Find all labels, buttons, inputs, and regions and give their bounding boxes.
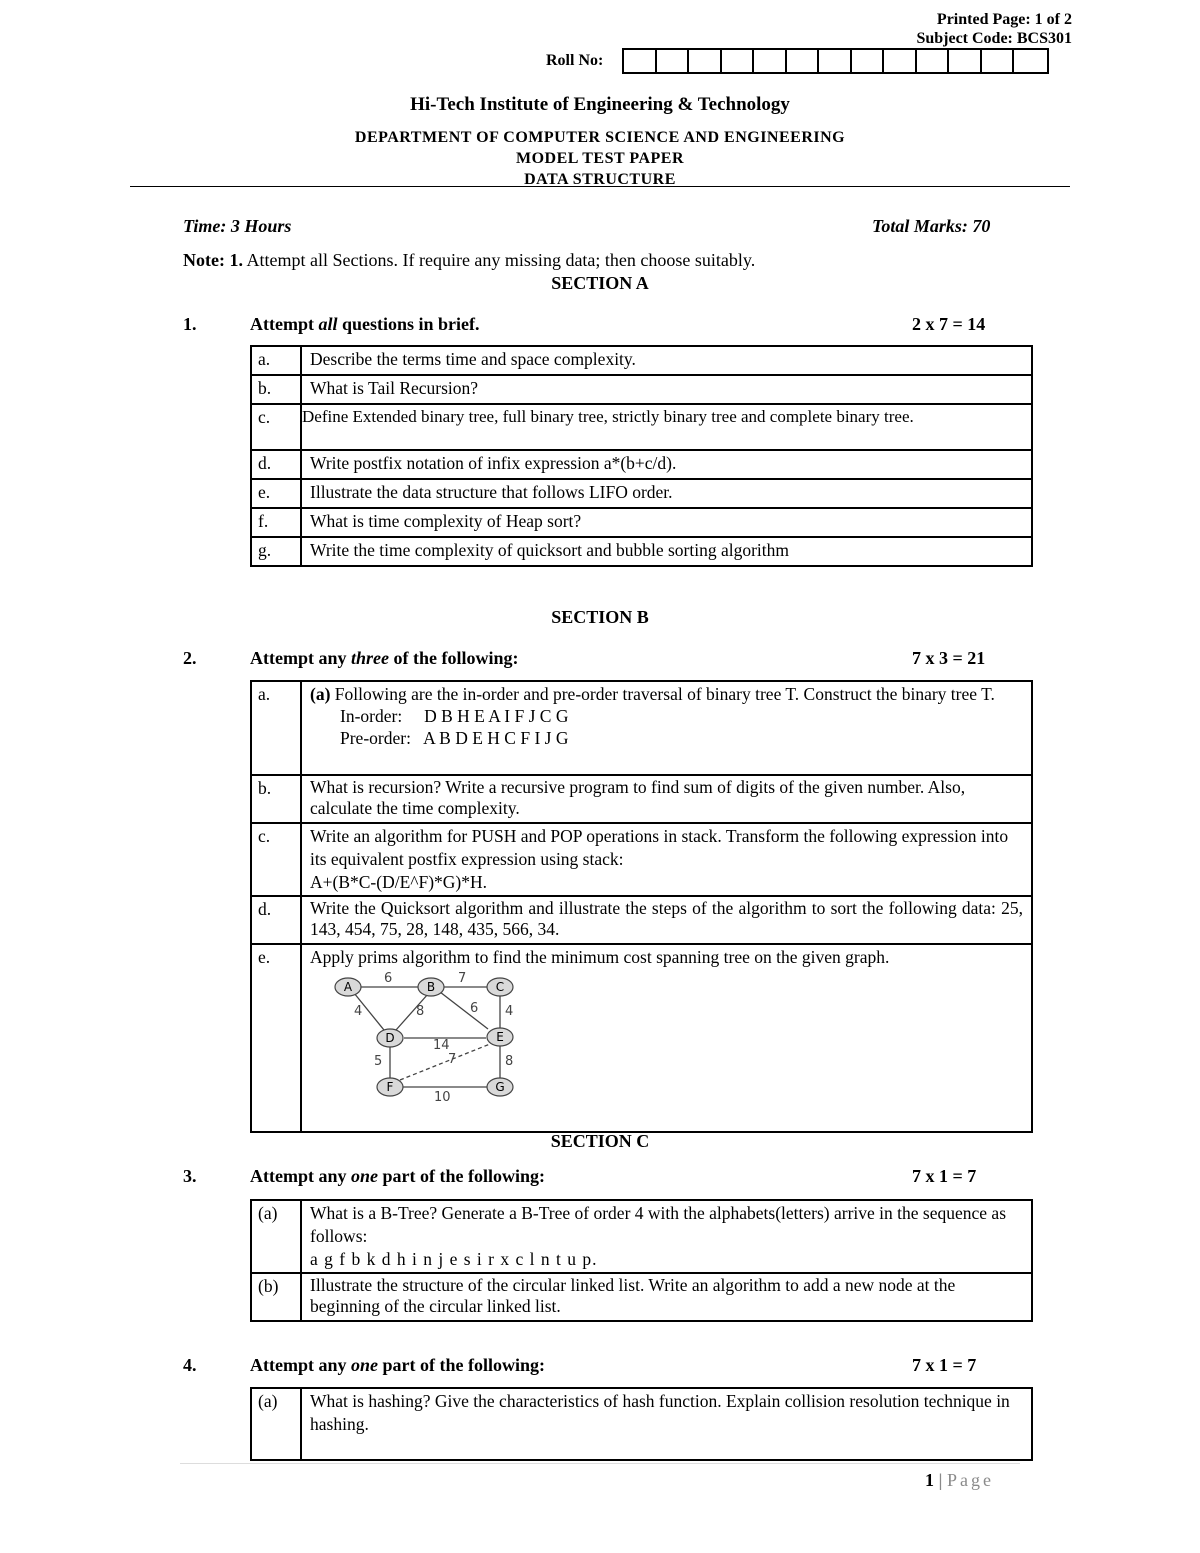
printed-page-info	[916, 10, 1072, 48]
item-cell	[301, 1200, 1032, 1273]
table-row	[251, 896, 1032, 944]
roll-box	[689, 50, 722, 72]
svg-text:D: D	[385, 1031, 395, 1045]
item-label: g.	[251, 537, 301, 566]
roll-box	[657, 50, 690, 72]
item-expression: A+(B*C-(D/E^F)*G)*H.	[310, 872, 488, 892]
item-label: (b)	[251, 1273, 301, 1321]
instruction-em: one	[351, 1355, 378, 1375]
edge-weight: 14	[433, 1038, 450, 1053]
item-label: a.	[251, 681, 301, 775]
table-row	[251, 479, 1032, 508]
item-text: What is hashing? Give the characteristics of hash function. Explain collision resolution technique in hashing.	[301, 1388, 1032, 1460]
table-row	[251, 1388, 1032, 1460]
paper-type: MODEL TEST PAPER	[515, 150, 685, 167]
edge-weight: 6	[470, 1001, 479, 1016]
section-a-table	[250, 345, 1033, 567]
edge-weight: 5	[374, 1054, 383, 1069]
question-3-instruction	[250, 1166, 545, 1187]
svg-text:A: A	[343, 980, 353, 994]
roll-box	[917, 50, 950, 72]
edge-weight: 8	[416, 1004, 425, 1019]
graph-node-d	[377, 1029, 403, 1047]
instruction-post: part of the following:	[378, 1355, 545, 1375]
instruction-post: of the following:	[389, 648, 519, 668]
svg-text:C: C	[495, 980, 505, 994]
item-text: What is recursion? Write a recursive program to find sum of digits of the given number. Also, calculate the time complexity.	[301, 775, 1032, 823]
question-4-number: 4.	[183, 1355, 197, 1375]
roll-box	[624, 50, 657, 72]
item-cell	[301, 944, 1032, 1132]
edge-weight: 6	[384, 971, 393, 986]
item-text: Define Extended binary tree, full binary tree, strictly binary tree and complete binary tree.	[301, 404, 1032, 450]
instruction-pre: Attempt	[250, 314, 319, 334]
table-row	[251, 944, 1032, 1132]
graph-node-f	[377, 1078, 403, 1096]
department-name: DEPARTMENT OF COMPUTER SCIENCE AND ENGINEERING	[354, 129, 846, 146]
item-text: What is Tail Recursion?	[301, 375, 1032, 404]
note-number: 1.	[229, 250, 243, 270]
edge-weight: 4	[354, 1004, 363, 1019]
table-row	[251, 1200, 1032, 1273]
department-block	[130, 127, 1070, 190]
item-text: Write an algorithm for PUSH and POP operations in stack. Transform the following expression into its equivalent postfix expression using stack:	[310, 826, 1009, 869]
roll-box	[949, 50, 982, 72]
section-c-title: SECTION C	[550, 1131, 650, 1151]
question-1-instruction	[250, 314, 480, 335]
graph-diagram	[330, 970, 530, 1105]
roll-box	[819, 50, 852, 72]
table-row	[251, 681, 1032, 775]
instruction-em: one	[351, 1166, 378, 1186]
item-label: d.	[251, 450, 301, 479]
item-text: Apply prims algorithm to find the minimum cost spanning tree on the given graph.	[310, 947, 890, 967]
institute-name: Hi-Tech Institute of Engineering & Technology	[410, 94, 790, 115]
table-row	[251, 375, 1032, 404]
section-b-table	[250, 680, 1033, 1133]
item-label: a.	[251, 346, 301, 375]
page-word: Page	[946, 1470, 994, 1490]
header-divider	[130, 186, 1070, 187]
roll-box	[982, 50, 1015, 72]
item-prefix: (a)	[310, 684, 331, 704]
instruction-post: questions in brief.	[337, 314, 480, 334]
question-4-instruction	[250, 1355, 545, 1376]
question-4-marks: 7 x 1 = 7	[912, 1355, 977, 1375]
table-row	[251, 450, 1032, 479]
svg-text:F: F	[386, 1080, 394, 1094]
footer-divider	[180, 1463, 1020, 1464]
graph-nodes	[335, 978, 513, 1096]
roll-box	[754, 50, 787, 72]
page-number: 1	[925, 1470, 934, 1490]
question-2-number: 2.	[183, 648, 197, 668]
roll-box	[1014, 50, 1047, 72]
instruction-pre: Attempt any	[250, 1355, 351, 1375]
graph-node-e	[487, 1028, 513, 1046]
item-text: Write the Quicksort algorithm and illustrate the steps of the algorithm to sort the following data: 25, 143, 454, 75, 28, 148, 435, 566, 34.	[301, 896, 1032, 944]
page-footer	[925, 1470, 994, 1491]
question-1-marks: 2 x 7 = 14	[912, 314, 986, 334]
question-1-number: 1.	[183, 314, 197, 334]
printed-page: Printed Page: 1 of 2	[936, 11, 1072, 28]
instruction-post: part of the following:	[378, 1166, 545, 1186]
time-label: Time: 3 Hours	[183, 216, 292, 236]
instruction-pre: Attempt any	[250, 1166, 351, 1186]
instruction-em: all	[318, 314, 338, 334]
question-3-table	[250, 1199, 1033, 1322]
note-text: Attempt all Sections. If require any missing data; then choose suitably.	[246, 250, 756, 270]
table-row	[251, 775, 1032, 823]
note	[183, 250, 755, 271]
edge-weight: 8	[505, 1054, 514, 1069]
svg-text:B: B	[426, 980, 436, 994]
inorder-line: In-order: D B H E A I F J C G	[340, 706, 569, 726]
item-label: d.	[251, 896, 301, 944]
roll-box	[722, 50, 755, 72]
item-text: Write the time complexity of quicksort and bubble sorting algorithm	[301, 537, 1032, 566]
item-label: c.	[251, 823, 301, 896]
roll-no-label: Roll No:	[546, 52, 604, 69]
graph-node-b	[418, 978, 444, 996]
section-b-title: SECTION B	[551, 607, 649, 627]
roll-box	[787, 50, 820, 72]
question-2-instruction	[250, 648, 519, 669]
note-label: Note:	[183, 250, 225, 270]
item-text: What is time complexity of Heap sort?	[301, 508, 1032, 537]
item-label: f.	[251, 508, 301, 537]
item-label: b.	[251, 375, 301, 404]
item-text: Illustrate the data structure that follows LIFO order.	[301, 479, 1032, 508]
table-row	[251, 404, 1032, 450]
item-label: b.	[251, 775, 301, 823]
table-row	[251, 1273, 1032, 1321]
roll-box	[884, 50, 917, 72]
svg-text:E: E	[496, 1030, 504, 1044]
edge-weight: 10	[434, 1090, 451, 1105]
graph-node-g	[487, 1078, 513, 1096]
item-label: (a)	[251, 1388, 301, 1460]
instruction-em: three	[351, 648, 389, 668]
graph-edge	[440, 992, 488, 1029]
item-label: e.	[251, 479, 301, 508]
section-a-title: SECTION A	[551, 273, 649, 293]
total-marks: Total Marks: 70	[872, 216, 991, 236]
item-label: c.	[251, 404, 301, 450]
svg-text:G: G	[495, 1080, 505, 1094]
subject-name: DATA STRUCTURE	[524, 171, 676, 188]
item-text: What is a B-Tree? Generate a B-Tree of order 4 with the alphabets(letters) arrive in the sequence as follows:	[310, 1203, 1007, 1246]
roll-no-boxes	[622, 48, 1049, 74]
item-cell	[301, 681, 1032, 775]
table-row	[251, 823, 1032, 896]
edge-weight: 7	[448, 1052, 457, 1067]
item-text: Following are the in-order and pre-order traversal of binary tree T. Construct the binary tree T.	[334, 684, 995, 704]
question-2-marks: 7 x 3 = 21	[912, 648, 986, 668]
item-label: e.	[251, 944, 301, 1132]
graph-node-c	[487, 978, 513, 996]
item-text: Write postfix notation of infix expression a*(b+c/d).	[301, 450, 1032, 479]
item-text-line	[310, 683, 1023, 705]
question-3-number: 3.	[183, 1166, 197, 1186]
table-row	[251, 537, 1032, 566]
graph-node-a	[335, 978, 361, 996]
table-row	[251, 346, 1032, 375]
item-cell	[301, 823, 1032, 896]
edge-weight: 7	[458, 971, 467, 986]
question-4-table	[250, 1387, 1033, 1461]
edge-weight: 4	[505, 1004, 514, 1019]
preorder-line: Pre-order: A B D E H C F I J G	[340, 728, 569, 748]
footer-separator: |	[938, 1470, 943, 1490]
subject-code: Subject Code: BCS301	[916, 30, 1072, 47]
item-text: Illustrate the structure of the circular linked list. Write an algorithm to add a new node at the beginning of the circular linked list.	[301, 1273, 1032, 1321]
roll-box	[852, 50, 885, 72]
question-3-marks: 7 x 1 = 7	[912, 1166, 977, 1186]
table-row	[251, 508, 1032, 537]
instruction-pre: Attempt any	[250, 648, 351, 668]
item-text: Describe the terms time and space complexity.	[301, 346, 1032, 375]
item-label: (a)	[251, 1200, 301, 1273]
item-sequence: a g f b k d h i n j e s i r x c l n t u p.	[310, 1249, 598, 1269]
